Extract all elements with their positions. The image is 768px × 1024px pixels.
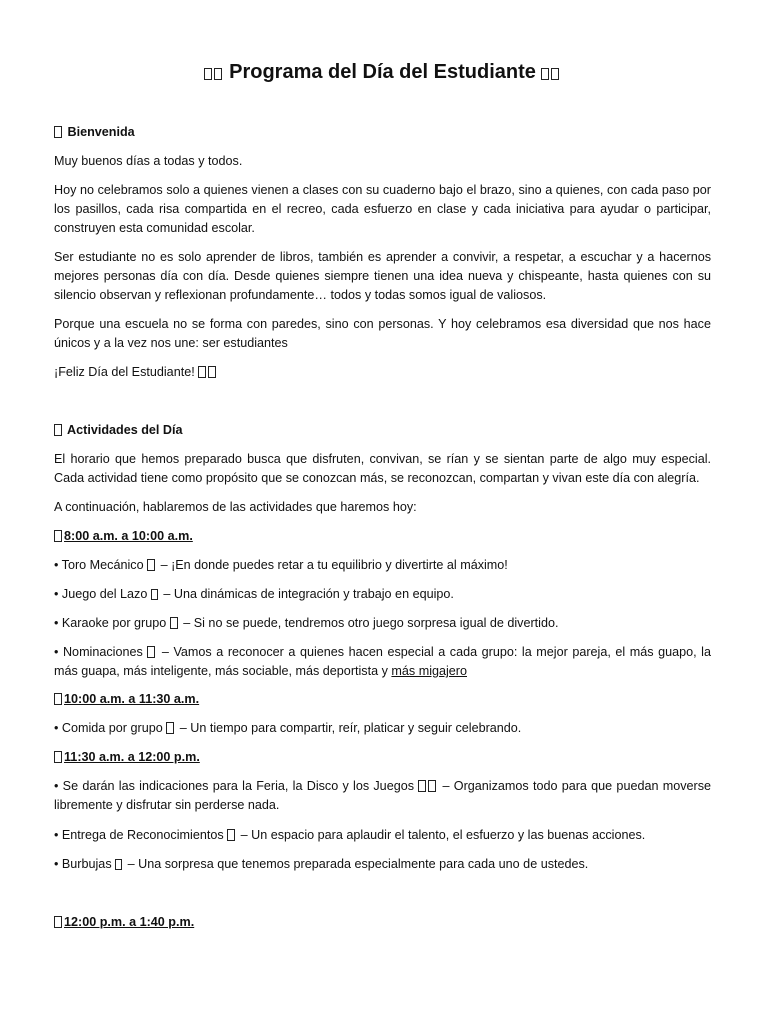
bull-icon	[147, 559, 155, 571]
food-icon	[166, 722, 174, 734]
missing-glyph-icon	[418, 780, 426, 792]
activity-name: • Karaoke por grupo	[54, 616, 167, 630]
clock-icon	[54, 916, 62, 928]
welcome-heading	[54, 123, 711, 142]
missing-glyph-icon	[204, 68, 212, 80]
welcome-closing	[54, 363, 711, 382]
missing-glyph-icon	[54, 424, 62, 436]
activity-name: • Burbujas	[54, 857, 112, 871]
activity-description: – Organizamos todo para que puedan moverse libremente y disfrutar sin perderse nada.	[54, 779, 712, 812]
time-slot-label: 11:30 a.m. a 12:00 p.m.	[64, 750, 200, 764]
activity-description: – Un espacio para aplaudir el talento, el esfuerzo y las buenas acciones.	[240, 828, 646, 842]
activity-name: • Entrega de Reconocimientos	[54, 828, 224, 842]
title-text: Programa del Día del Estudiante	[229, 61, 536, 83]
missing-glyph-icon	[214, 68, 222, 80]
medal-icon	[227, 829, 235, 841]
list-item	[54, 585, 711, 604]
list-item	[54, 556, 711, 575]
missing-glyph-icon	[54, 126, 62, 138]
welcome-closing-text: ¡Feliz Día del Estudiante!	[54, 365, 195, 379]
activity-description: – ¡En donde puedes retar a tu equilibrio y divertirte al máximo!	[160, 558, 508, 572]
welcome-paragraph-4: Porque una escuela no se forma con paredes, sino con personas. Y hoy celebramos esa diversidad que nos hace únicos y a la vez nos une: ser estudiantes	[54, 317, 711, 350]
missing-glyph-icon	[428, 780, 436, 792]
trophy-icon	[147, 646, 155, 658]
activities-intro: El horario que hemos preparado busca que disfruten, convivan, se rían y se sientan parte de algo muy especial. Cada actividad tiene como propósito que se conozcan más, se reconozcan, compartan y vivan este día con alegría.	[54, 452, 711, 485]
activities-heading	[54, 421, 711, 440]
list-item	[54, 855, 711, 874]
welcome-paragraph-3: Ser estudiante no es solo aprender de libros, también es aprender a convivir, a respetar, a escuchar y a hacernos mejores personas día con día. Desde quienes siempre tienen una idea nueva y chispeante, hasta quienes con su silencio observan y reflexionan profundamente… todos y todas somos igual de valiosos.	[54, 250, 711, 302]
microphone-icon	[170, 617, 178, 629]
activity-description: – Si no se puede, tendremos otro juego sorpresa igual de divertido.	[183, 616, 559, 630]
activity-name: • Toro Mecánico	[54, 558, 144, 572]
welcome-heading-text: Bienvenida	[67, 125, 135, 139]
list-item	[54, 719, 711, 738]
activity-extra: más migajero	[391, 664, 467, 678]
activity-description: – Una dinámicas de integración y trabajo en equipo.	[163, 587, 454, 601]
time-slot-heading	[54, 913, 711, 932]
time-slot-label: 10:00 a.m. a 11:30 a.m.	[64, 692, 200, 706]
clock-icon	[54, 751, 62, 763]
activity-name: • Comida por grupo	[54, 721, 163, 735]
list-item	[54, 826, 711, 845]
clock-icon	[54, 530, 62, 542]
activity-name: • Se darán las indicaciones para la Feria, la Disco y los Juegos	[54, 779, 414, 793]
time-slot-heading	[54, 748, 711, 767]
clock-icon	[54, 693, 62, 705]
bubbles-icon	[115, 859, 122, 870]
welcome-paragraph-1: Muy buenos días a todas y todos.	[54, 154, 243, 168]
activity-description: – Vamos a reconocer a quienes hacen especial a cada grupo: la mejor pareja, el más guapo, la más guapa, más inteligente, más sociable, más deportista y	[54, 645, 711, 678]
activities-heading-text: Actividades del Día	[67, 423, 183, 437]
activity-name: • Nominaciones	[54, 645, 143, 659]
welcome-paragraph-2: Hoy no celebramos solo a quienes vienen a clases con su cuaderno bajo el brazo, sino a quienes, con cada paso por los pasillos, cada risa compartida en el recreo, cada esfuerzo en clase y cada iniciativa para ayudar o participar, construyen esta comunidad escolar.	[54, 183, 711, 235]
missing-glyph-icon	[208, 366, 216, 378]
list-item	[54, 614, 711, 633]
missing-glyph-icon	[198, 366, 206, 378]
activity-description: – Un tiempo para compartir, reír, platicar y seguir celebrando.	[179, 721, 522, 735]
rope-icon	[151, 589, 158, 600]
time-slot-heading	[54, 527, 711, 546]
time-slot-heading	[54, 690, 711, 709]
activity-description: – Una sorpresa que tenemos preparada especialmente para cada uno de ustedes.	[127, 857, 589, 871]
time-slot-label: 12:00 p.m. a 1:40 p.m.	[64, 915, 195, 929]
list-item	[54, 643, 711, 681]
list-item	[54, 777, 711, 815]
missing-glyph-icon	[551, 68, 559, 80]
activities-lead: A continuación, hablaremos de las actividades que haremos hoy:	[54, 500, 417, 514]
page-title	[54, 58, 711, 86]
activity-name: • Juego del Lazo	[54, 587, 148, 601]
time-slot-label: 8:00 a.m. a 10:00 a.m.	[64, 529, 193, 543]
missing-glyph-icon	[541, 68, 549, 80]
